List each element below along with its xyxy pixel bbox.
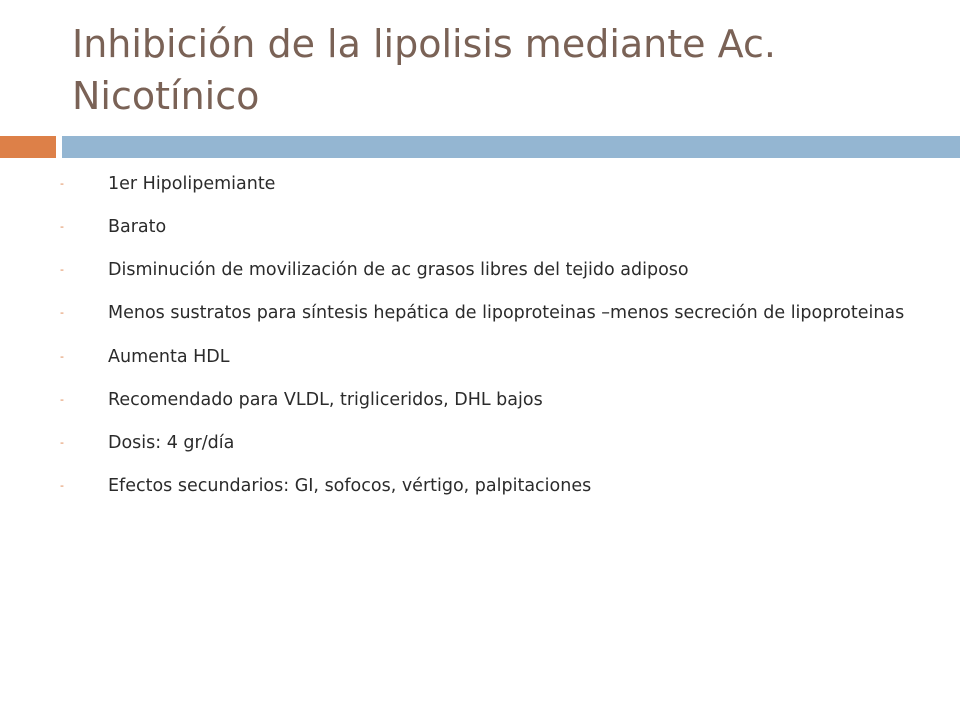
accent-bar-blue (62, 136, 960, 158)
slide-title: Inhibición de la lipolisis mediante Ac. Nicotínico (72, 22, 776, 119)
bullet-text: Recomendado para VLDL, trigliceridos, DHL bajos (108, 389, 543, 410)
bullet-dash-icon: - (60, 263, 64, 277)
bullet-item (60, 474, 920, 498)
bullet-item (60, 301, 920, 325)
bullet-text: Dosis: 4 gr/día (108, 432, 235, 453)
bullet-dash-icon: - (60, 478, 64, 492)
bullet-dash-icon: - (60, 349, 64, 363)
bullet-text: Aumenta HDL (108, 346, 230, 367)
bullet-item (60, 258, 920, 282)
bullet-text: Barato (108, 217, 167, 238)
bullet-dash-icon: - (60, 306, 64, 320)
bullet-item (60, 172, 920, 196)
bullet-dash-icon: - (60, 177, 64, 190)
bullet-text: Disminución de movilización de ac grasos libres del tejido adiposo (108, 260, 689, 281)
bullet-dash-icon: - (60, 392, 64, 406)
bullet-item (60, 431, 920, 455)
bullet-list (60, 172, 920, 517)
bullet-text: Menos sustratos para síntesis hepática de lipoproteinas –menos secreción de lipoproteinas (108, 303, 905, 324)
bullet-text: Efectos secundarios: GI, sofocos, vértigo, palpitaciones (108, 475, 592, 496)
bullet-dash-icon: - (60, 220, 64, 234)
accent-bar-orange (0, 136, 56, 158)
bullet-dash-icon: - (60, 435, 64, 449)
bullet-item (60, 345, 920, 369)
bullet-item (60, 215, 920, 239)
bullet-item (60, 388, 920, 412)
bullet-text: 1er Hipolipemiante (108, 174, 276, 194)
